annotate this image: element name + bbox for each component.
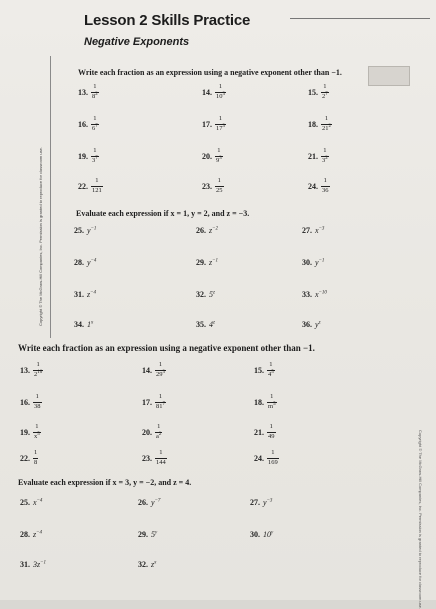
fraction: [155, 450, 167, 466]
power-exponent: −4: [36, 530, 42, 536]
denominator-exponent: 7: [95, 155, 98, 161]
power-exponent: x: [91, 320, 94, 326]
problem-number: 23.: [202, 181, 212, 191]
denominator-base: 121: [92, 186, 102, 194]
problem-number: 23.: [142, 453, 152, 463]
power-exponent: y: [155, 530, 158, 536]
power-base: z: [151, 560, 155, 569]
fraction-numerator: 1: [35, 393, 39, 400]
power-expression: [209, 320, 215, 329]
problem-number: 22.: [78, 181, 88, 191]
denominator-base: 8: [92, 92, 96, 100]
fraction-numerator: 1: [36, 361, 40, 368]
power-expression: [87, 290, 96, 299]
fraction-denominator: [155, 458, 167, 467]
fraction-numerator: 1: [323, 177, 327, 184]
fraction-numerator: 1: [157, 423, 161, 430]
denominator-exponent: 5: [271, 369, 274, 375]
power-base: z: [209, 258, 213, 267]
fraction-numerator: 1: [93, 115, 97, 122]
section1-problem-2: [308, 84, 329, 100]
fraction-denominator: [155, 370, 166, 379]
problem-number: 34.: [74, 320, 84, 329]
fraction: [91, 84, 99, 100]
problem-number: 25.: [20, 498, 30, 507]
problem-number: 19.: [20, 427, 30, 437]
fraction-numerator: 1: [269, 423, 273, 430]
denominator-base: 3: [92, 156, 96, 164]
fraction-denominator: [91, 124, 99, 133]
section4-problem-3: [20, 530, 42, 539]
fraction: [33, 394, 42, 410]
problem-number: 29.: [196, 258, 206, 267]
section3-problem-10: [142, 450, 167, 466]
fraction: [267, 394, 277, 410]
problem-number: 17.: [142, 397, 152, 407]
page-title: Lesson 2 Skills Practice: [84, 12, 251, 29]
denominator-exponent: 7: [162, 401, 165, 407]
denominator-base: 169: [268, 458, 278, 466]
section2-problem-5: [302, 258, 324, 267]
denominator-base: 3: [322, 156, 326, 164]
denominator-base: 9: [216, 156, 220, 164]
problem-number: 13.: [20, 365, 30, 375]
problem-number: 13.: [78, 87, 88, 97]
instruction-section1: Write each fraction as an expression using a negative exponent other than −1.: [78, 68, 342, 77]
power-base: 5: [209, 290, 213, 299]
problem-number: 14.: [142, 365, 152, 375]
problem-number: 28.: [74, 258, 84, 267]
fraction-numerator: 1: [35, 423, 39, 430]
problem-number: 27.: [250, 498, 260, 507]
power-exponent: −3: [318, 226, 325, 232]
power-base: 3z: [33, 560, 41, 569]
upper-section-frame: [50, 56, 427, 338]
section3-problem-0: [20, 362, 43, 378]
power-exponent: −10: [318, 290, 327, 296]
section1-problem-3: [78, 116, 99, 132]
denominator-exponent: 3: [162, 369, 165, 375]
fraction: [155, 394, 166, 410]
denominator-base: 29: [156, 370, 163, 378]
power-exponent: −7: [154, 498, 161, 504]
problem-number: 33.: [302, 290, 312, 299]
denominator-exponent: 3: [222, 91, 225, 97]
problem-number: 35.: [196, 320, 206, 329]
fraction-numerator: 1: [159, 449, 163, 456]
problem-number: 21.: [254, 427, 264, 437]
power-expression: [33, 530, 42, 539]
problem-number: 17.: [202, 119, 212, 129]
section3-problem-8: [254, 424, 276, 440]
section1-problem-4: [202, 116, 226, 132]
power-expression: [315, 258, 324, 267]
power-expression: [209, 226, 218, 235]
denominator-base: 36: [322, 186, 329, 194]
problem-number: 15.: [254, 365, 264, 375]
power-exponent: −2: [212, 226, 218, 232]
power-exponent: y: [271, 530, 274, 536]
problem-number: 27.: [302, 226, 312, 235]
problem-number: 21.: [308, 151, 318, 161]
fraction-numerator: 1: [323, 83, 327, 90]
power-exponent: −1: [318, 258, 325, 264]
power-expression: [315, 320, 321, 329]
problem-number: 26.: [138, 498, 148, 507]
problem-number: 18.: [308, 119, 318, 129]
fraction: [91, 116, 99, 132]
power-expression: [263, 498, 272, 507]
denominator-exponent: 2: [328, 123, 331, 129]
power-expression: [151, 530, 157, 539]
power-base: 4: [209, 320, 213, 329]
section4-problem-2: [250, 498, 272, 507]
fraction: [33, 424, 41, 440]
problem-number: 29.: [138, 530, 148, 539]
section3-problem-11: [254, 450, 279, 466]
problem-number: 36.: [302, 320, 312, 329]
fraction-numerator: 1: [270, 393, 274, 400]
power-exponent: −1: [40, 560, 46, 566]
section1-problem-1: [202, 84, 226, 100]
problem-number: 32.: [138, 560, 148, 569]
fraction-denominator: [267, 402, 277, 411]
denominator-base: 4: [268, 370, 272, 378]
power-expression: [87, 320, 93, 329]
section2-problem-1: [196, 226, 218, 235]
denominator-exponent: 2: [325, 155, 328, 161]
fraction-numerator: 1: [158, 361, 163, 368]
power-base: x: [315, 290, 319, 299]
fraction-denominator: [321, 92, 329, 101]
denominator-exponent: 5: [273, 401, 276, 407]
denominator-base: 144: [156, 458, 166, 466]
fraction: [33, 362, 43, 378]
fraction-denominator: [215, 92, 226, 101]
problem-number: 30.: [302, 258, 312, 267]
fraction-denominator: [91, 156, 99, 165]
section4-problem-7: [138, 560, 156, 569]
section1-problem-6: [78, 148, 99, 164]
header-rule: [290, 18, 430, 19]
power-expression: [87, 226, 96, 235]
power-base: z: [209, 226, 213, 235]
fraction-numerator: 1: [323, 147, 327, 154]
problem-number: 31.: [20, 560, 30, 569]
fraction-denominator: [155, 402, 166, 411]
power-exponent: z: [213, 290, 215, 296]
fraction-denominator: [321, 124, 332, 133]
section1-problem-8: [308, 148, 329, 164]
problem-number: 16.: [20, 397, 30, 407]
fraction: [321, 116, 332, 132]
power-expression: [151, 498, 160, 507]
fraction-denominator: [267, 432, 276, 441]
problem-number: 24.: [308, 181, 318, 191]
denominator-base: 8: [34, 458, 38, 466]
problem-number: 22.: [20, 453, 30, 463]
fraction: [267, 362, 275, 378]
denominator-base: 10: [216, 92, 223, 100]
section1-problem-9: [78, 178, 103, 194]
denominator-exponent: 3: [219, 155, 222, 161]
power-base: 5: [151, 530, 155, 539]
section1-problem-5: [308, 116, 332, 132]
power-exponent: z: [213, 320, 215, 326]
fraction-denominator: [215, 186, 224, 195]
power-base: z: [87, 290, 91, 299]
section2-problem-7: [196, 290, 215, 299]
power-base: y: [87, 258, 91, 267]
instruction-section4: Evaluate each expression if x = 3, y = −2, and z = 4.: [18, 478, 192, 487]
section4-problem-0: [20, 498, 42, 507]
power-expression: [315, 290, 327, 299]
section2-problem-0: [74, 226, 96, 235]
fraction-denominator: [155, 432, 162, 441]
fraction-denominator: [215, 156, 223, 165]
denominator-base: 38: [34, 402, 41, 410]
fraction: [155, 424, 162, 440]
copyright-notice-right: Copyright © The McGraw-Hill Companies, Inc. Permission is granted to reproduce for classroom use.: [418, 430, 423, 609]
fraction: [321, 84, 329, 100]
power-expression: [315, 226, 324, 235]
instruction-section2: Evaluate each expression if x = 1, y = 2, and z = −3.: [76, 209, 250, 218]
denominator-base: 2: [322, 92, 326, 100]
section4-problem-4: [138, 530, 157, 539]
section3-problem-7: [142, 424, 162, 440]
power-base: z: [33, 530, 37, 539]
problem-number: 14.: [202, 87, 212, 97]
problem-number: 15.: [308, 87, 318, 97]
denominator-base: 2: [34, 370, 38, 378]
fraction: [155, 362, 166, 378]
denominator-exponent: 3: [222, 123, 225, 129]
denominator-base: x: [34, 432, 38, 440]
problem-number: 30.: [250, 530, 260, 539]
fraction-denominator: [33, 402, 42, 411]
copyright-notice-left: Copyright © The McGraw-Hill Companies, Inc. Permission is granted to reproduce for classroom use.: [38, 147, 43, 326]
denominator-base: 21: [322, 124, 329, 132]
denominator-exponent: 10: [37, 369, 43, 375]
fraction-denominator: [33, 432, 41, 441]
problem-number: 28.: [20, 530, 30, 539]
fraction: [321, 178, 330, 194]
denominator-exponent: 2: [95, 91, 98, 97]
power-base: y: [87, 226, 91, 235]
section2-problem-6: [74, 290, 96, 299]
power-base: y: [151, 498, 155, 507]
section3-problem-5: [254, 394, 277, 410]
bleed-through-box: [368, 66, 410, 86]
denominator-base: 49: [268, 432, 275, 440]
power-exponent: −3: [266, 498, 273, 504]
fraction-numerator: 1: [218, 83, 223, 90]
section3-problem-6: [20, 424, 41, 440]
fraction-numerator: 1: [34, 449, 38, 456]
denominator-base: m: [268, 402, 274, 410]
fraction-numerator: 1: [217, 147, 221, 154]
power-exponent: x: [154, 560, 157, 566]
section2-problem-4: [196, 258, 218, 267]
fraction-numerator: 1: [324, 115, 329, 122]
power-exponent: −4: [90, 258, 97, 264]
fraction: [321, 148, 329, 164]
denominator-base: 25: [216, 186, 223, 194]
section2-problem-10: [196, 320, 215, 329]
denominator-base: a: [156, 432, 159, 440]
section1-problem-10: [202, 178, 224, 194]
fraction-numerator: 1: [158, 393, 163, 400]
section2-problem-8: [302, 290, 327, 299]
denominator-exponent: 2: [158, 431, 162, 437]
power-base: y: [263, 498, 267, 507]
denominator-exponent: 7: [325, 91, 328, 97]
fraction-numerator: 1: [95, 177, 99, 184]
power-expression: [87, 258, 96, 267]
fraction: [215, 148, 223, 164]
instruction-section3: Write each fraction as an expression using a negative exponent other than −1.: [18, 343, 315, 353]
fraction-denominator: [215, 124, 226, 133]
fraction-denominator: [321, 186, 330, 195]
fraction-numerator: 1: [271, 449, 275, 456]
fraction: [215, 178, 224, 194]
problem-number: 19.: [78, 151, 88, 161]
section1-problem-7: [202, 148, 223, 164]
power-base: 10: [263, 530, 271, 539]
section3-problem-4: [142, 394, 166, 410]
problem-number: 26.: [196, 226, 206, 235]
power-base: y: [315, 320, 319, 329]
fraction-denominator: [91, 186, 103, 195]
denominator-base: 6: [92, 124, 96, 132]
fraction-numerator: 1: [93, 83, 97, 90]
problem-number: 18.: [254, 397, 264, 407]
fraction-denominator: [91, 92, 99, 101]
problem-number: 32.: [196, 290, 206, 299]
power-exponent: −4: [36, 498, 43, 504]
section4-problem-6: [20, 560, 46, 569]
problem-number: 16.: [78, 119, 88, 129]
fraction: [33, 450, 38, 466]
denominator-exponent: 5: [37, 431, 40, 437]
fraction: [215, 116, 226, 132]
section3-problem-9: [20, 450, 38, 466]
problem-number: 31.: [74, 290, 84, 299]
section1-problem-0: [78, 84, 99, 100]
denominator-exponent: 7: [95, 123, 98, 129]
power-base: y: [315, 258, 319, 267]
problem-number: 24.: [254, 453, 264, 463]
fraction: [91, 178, 103, 194]
power-exponent: z: [318, 320, 321, 326]
problem-number: 25.: [74, 226, 84, 235]
fraction-numerator: 1: [218, 115, 223, 122]
section2-problem-11: [302, 320, 321, 329]
fraction-numerator: 1: [269, 361, 273, 368]
fraction: [267, 450, 279, 466]
fraction: [215, 84, 226, 100]
denominator-base: 17: [216, 124, 223, 132]
section2-problem-2: [302, 226, 324, 235]
problem-number: 20.: [202, 151, 212, 161]
fraction-numerator: 1: [93, 147, 97, 154]
fraction-denominator: [33, 458, 38, 467]
power-expression: [151, 560, 156, 569]
fraction-numerator: 1: [217, 177, 221, 184]
fraction-denominator: [267, 458, 279, 467]
section2-problem-3: [74, 258, 96, 267]
power-exponent: −1: [90, 226, 97, 232]
section2-problem-9: [74, 320, 93, 329]
denominator-base: 81: [156, 402, 163, 410]
fraction-denominator: [33, 370, 43, 379]
section4-problem-5: [250, 530, 273, 539]
section3-problem-3: [20, 394, 42, 410]
power-base: x: [315, 226, 319, 235]
fraction-denominator: [267, 370, 275, 379]
power-exponent: −1: [212, 258, 218, 264]
power-expression: [33, 498, 42, 507]
section4-problem-1: [138, 498, 160, 507]
power-expression: [209, 290, 215, 299]
power-expression: [263, 530, 273, 539]
power-base: x: [33, 498, 37, 507]
power-exponent: −4: [90, 290, 96, 296]
fraction: [267, 424, 276, 440]
fraction: [91, 148, 99, 164]
problem-number: 20.: [142, 427, 152, 437]
section1-problem-11: [308, 178, 330, 194]
page-subtitle: Negative Exponents: [84, 36, 190, 48]
power-expression: [33, 560, 46, 569]
power-base: 1: [87, 320, 91, 329]
section3-problem-2: [254, 362, 275, 378]
power-expression: [209, 258, 218, 267]
section3-problem-1: [142, 362, 166, 378]
fraction-denominator: [321, 156, 329, 165]
